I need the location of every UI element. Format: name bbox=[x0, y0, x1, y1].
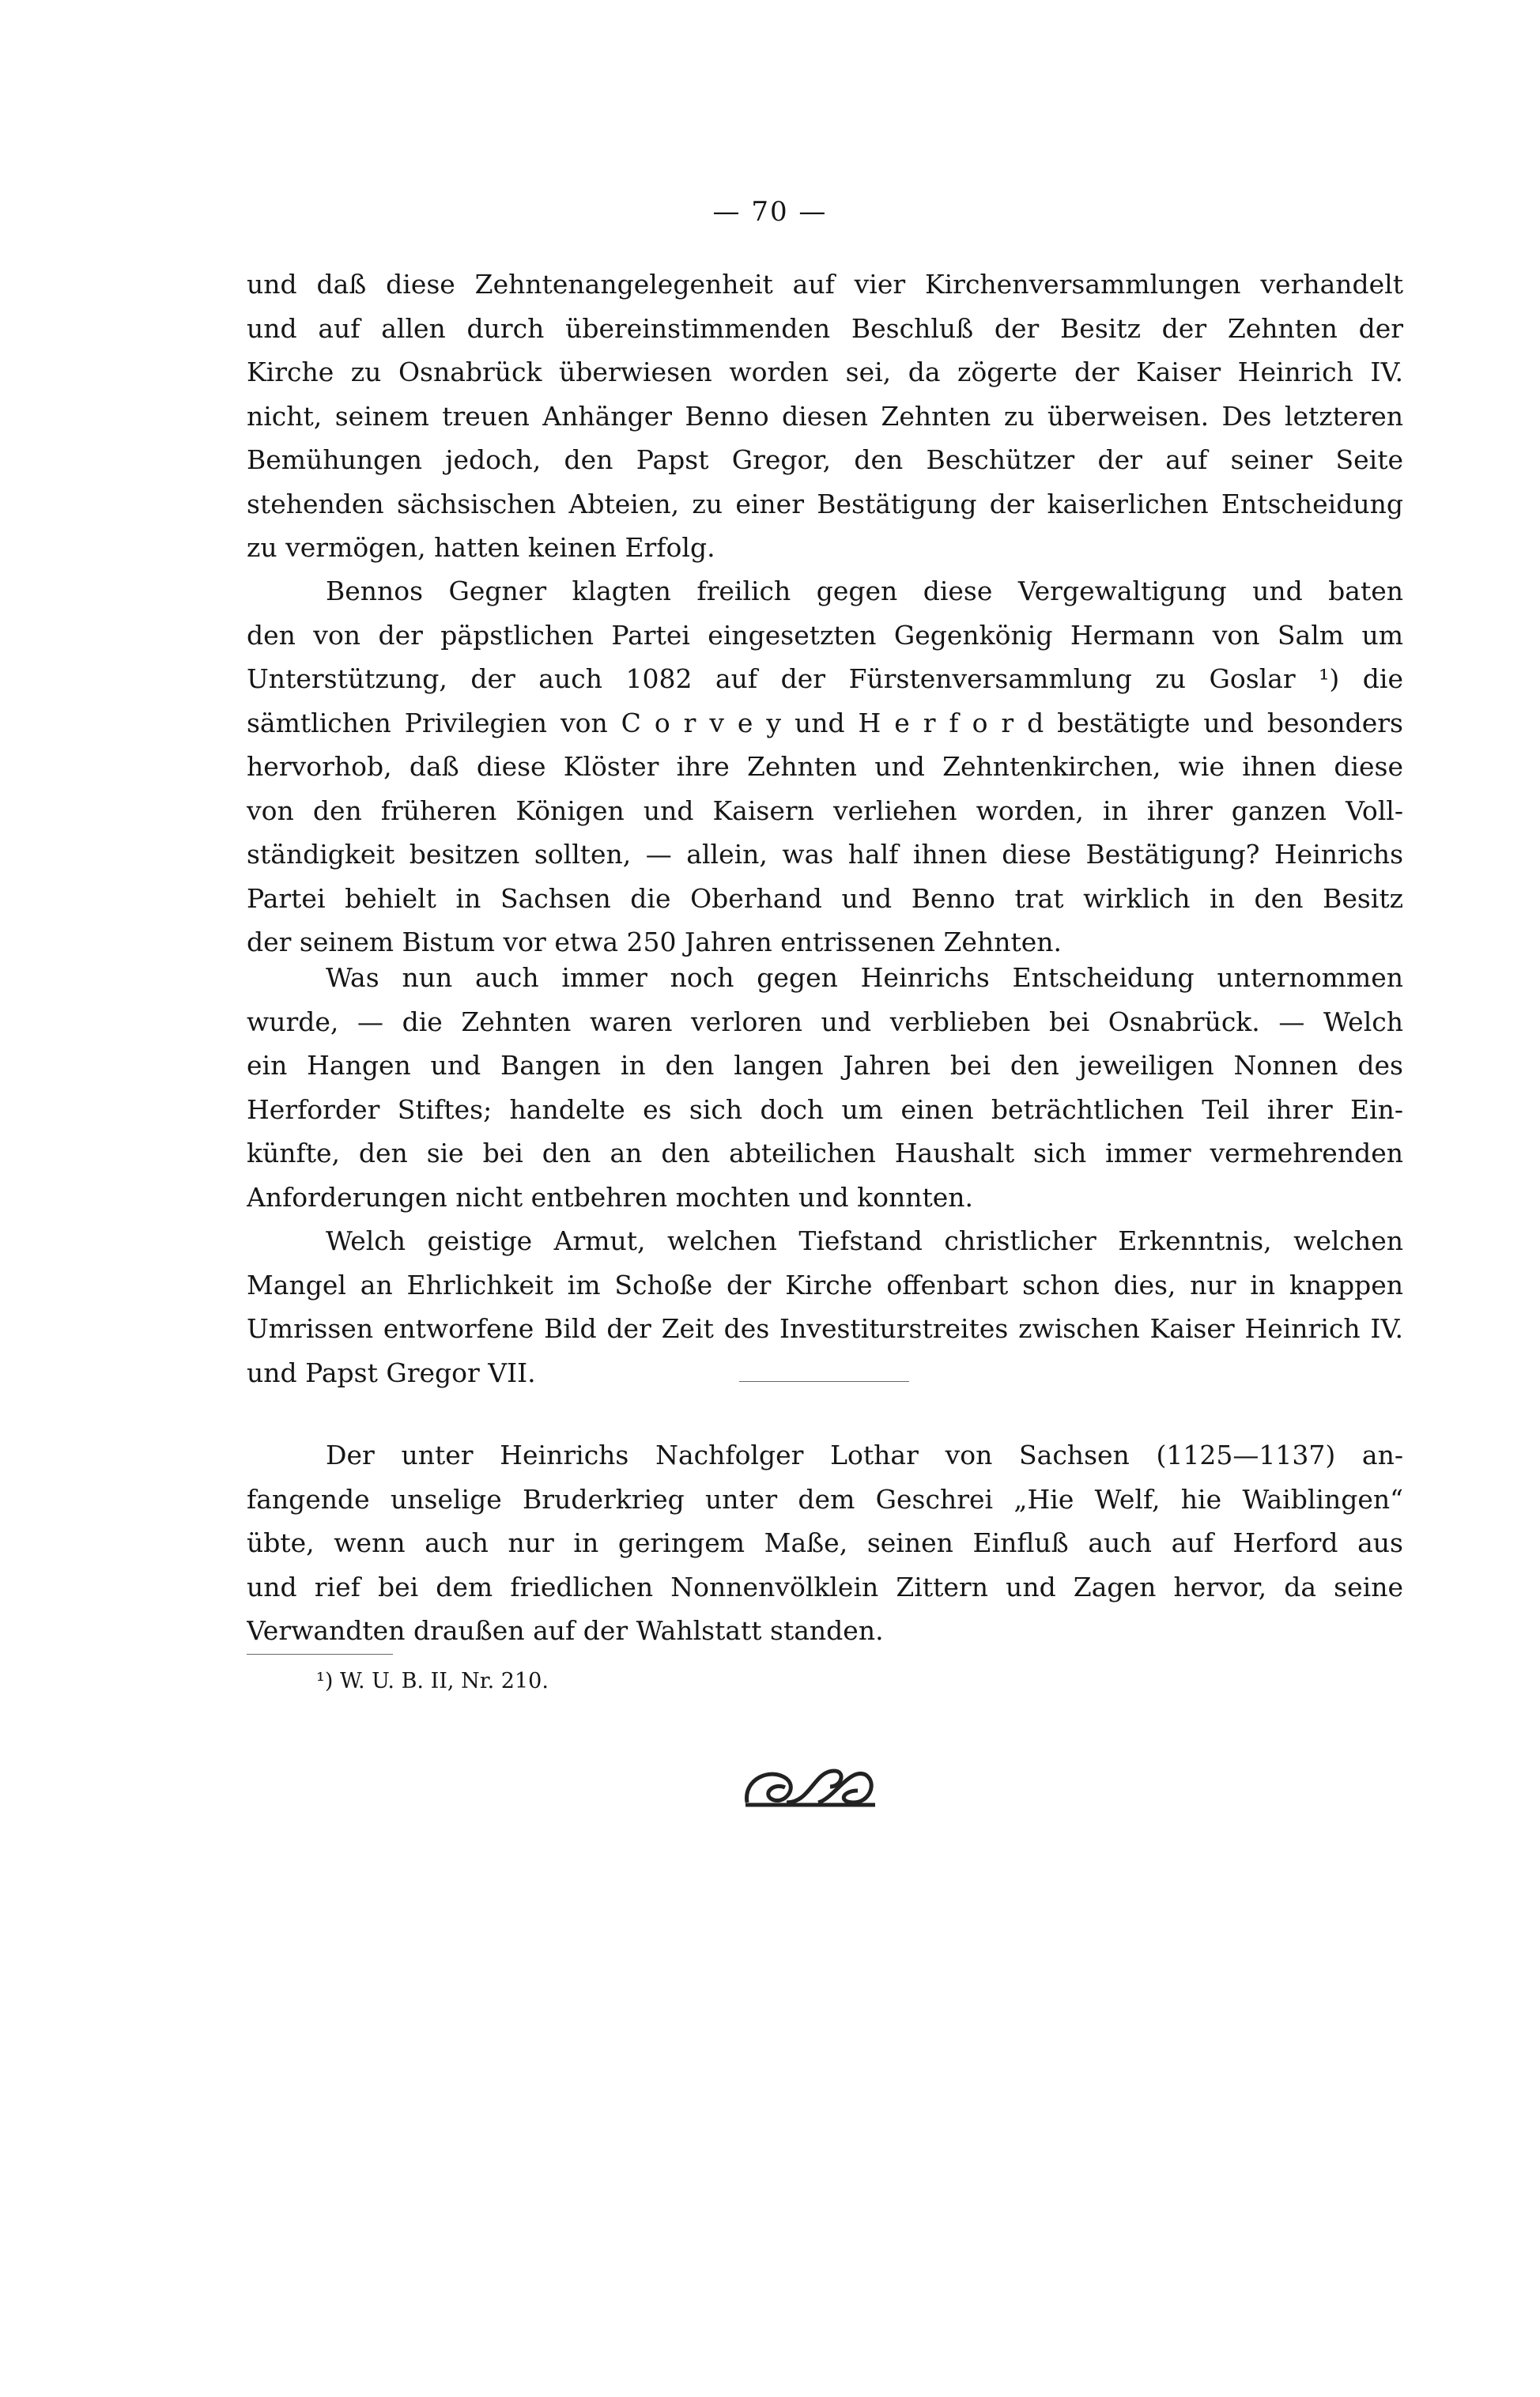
section-divider bbox=[739, 1381, 909, 1382]
text-line: und auf allen durch übereinstimmenden Beschluß der Besitz der Zehnten der bbox=[247, 312, 1403, 344]
footnote: ¹) W. U. B. II, Nr. 210. bbox=[316, 1669, 549, 1693]
text-line: den von der päpstlichen Partei eingesetzten Gegenkönig Hermann von Salm um bbox=[247, 619, 1403, 651]
text-line: Partei behielt in Sachsen die Oberhand und Benno trat wirklich in den Besitz bbox=[247, 882, 1403, 914]
text-line: hervorhob, daß diese Klöster ihre Zehnten und Zehntenkirchen, wie ihnen diese bbox=[247, 751, 1403, 782]
text-line: der seinem Bistum vor etwa 250 Jahren entrissenen Zehnten. bbox=[247, 927, 1062, 957]
paragraph bbox=[247, 262, 1403, 570]
paragraph bbox=[247, 1219, 1403, 1395]
text-line: Kirche zu Osnabrück überwiesen worden sei, da zögerte der Kaiser Heinrich IV. bbox=[247, 357, 1403, 387]
paragraph bbox=[247, 1433, 1403, 1653]
text-line: wurde, — die Zehnten waren verloren und verblieben bei Osnabrück. — Welch bbox=[247, 1006, 1403, 1037]
text-line: Anforderungen nicht entbehren mochten und konnten. bbox=[247, 1181, 974, 1213]
paragraph bbox=[247, 569, 1403, 964]
text-line: ein Hangen und Bangen in den langen Jahren bei den jeweiligen Nonnen des bbox=[247, 1050, 1403, 1081]
text-line: ständigkeit besitzen sollten, — allein, was half ihnen diese Bestätigung? Heinrichs bbox=[247, 839, 1403, 870]
text-line: von den früheren Königen und Kaisern verliehen worden, in ihrer ganzen Voll- bbox=[247, 795, 1403, 826]
text-line: sämtlichen Privilegien von C o r v e y und H e r f o r d bestätigte und besonders bbox=[247, 707, 1403, 738]
text-line: Unterstützung, der auch 1082 auf der Fürstenversammlung zu Goslar ¹) die bbox=[247, 663, 1403, 694]
text-line: fangende unselige Bruderkrieg unter dem Geschrei „Hie Welf, hie Waiblingen“ bbox=[247, 1483, 1403, 1515]
text-line: zu vermögen, hatten keinen Erfolg. bbox=[247, 532, 715, 563]
page-number: — 70 — bbox=[712, 196, 828, 228]
text-line: künfte, den sie bei den an den abteilichen Haushalt sich immer vermehrenden bbox=[247, 1138, 1403, 1168]
text-line: stehenden sächsischen Abteien, zu einer Bestätigung der kaiserlichen Entscheidung bbox=[247, 488, 1403, 519]
text-line: und rief bei dem friedlichen Nonnenvölklein Zittern und Zagen hervor, da seine bbox=[247, 1571, 1403, 1602]
text-line: Welch geistige Armut, welchen Tiefstand christlicher Erkenntnis, welchen bbox=[326, 1225, 1403, 1256]
paragraph bbox=[247, 956, 1403, 1219]
text-line: übte, wenn auch nur in geringem Maße, seinen Einfluß auch auf Herford aus bbox=[247, 1527, 1403, 1558]
text-line: und Papst Gregor VII. bbox=[247, 1357, 536, 1388]
text-line: Mangel an Ehrlichkeit im Schoße der Kirche offenbart schon dies, nur in knappen bbox=[247, 1269, 1403, 1300]
footnote-rule bbox=[247, 1654, 393, 1655]
text-line: und daß diese Zehntenangelegenheit auf vier Kirchenversammlungen verhandelt bbox=[247, 269, 1403, 300]
text-line: Herforder Stiftes; handelte es sich doch um einen beträchtlichen Teil ihrer Ein- bbox=[247, 1093, 1403, 1125]
text-line: Verwandten draußen auf der Wahlstatt standen. bbox=[247, 1615, 884, 1646]
text-line: nicht, seinem treuen Anhänger Benno diesen Zehnten zu überweisen. Des letzteren bbox=[247, 400, 1403, 432]
ornament-icon bbox=[739, 1759, 881, 1814]
text-line: Bemühungen jedoch, den Papst Gregor, den Beschützer der auf seiner Seite bbox=[247, 444, 1403, 475]
text-line: Der unter Heinrichs Nachfolger Lothar von Sachsen (1125—1137) an- bbox=[326, 1440, 1403, 1470]
text-line: Bennos Gegner klagten freilich gegen diese Vergewaltigung und baten bbox=[326, 576, 1403, 606]
text-line: Was nun auch immer noch gegen Heinrichs Entscheidung unternommen bbox=[326, 962, 1403, 993]
text-line: Umrissen entworfene Bild der Zeit des Investiturstreites zwischen Kaiser Heinrich IV. bbox=[247, 1313, 1403, 1344]
